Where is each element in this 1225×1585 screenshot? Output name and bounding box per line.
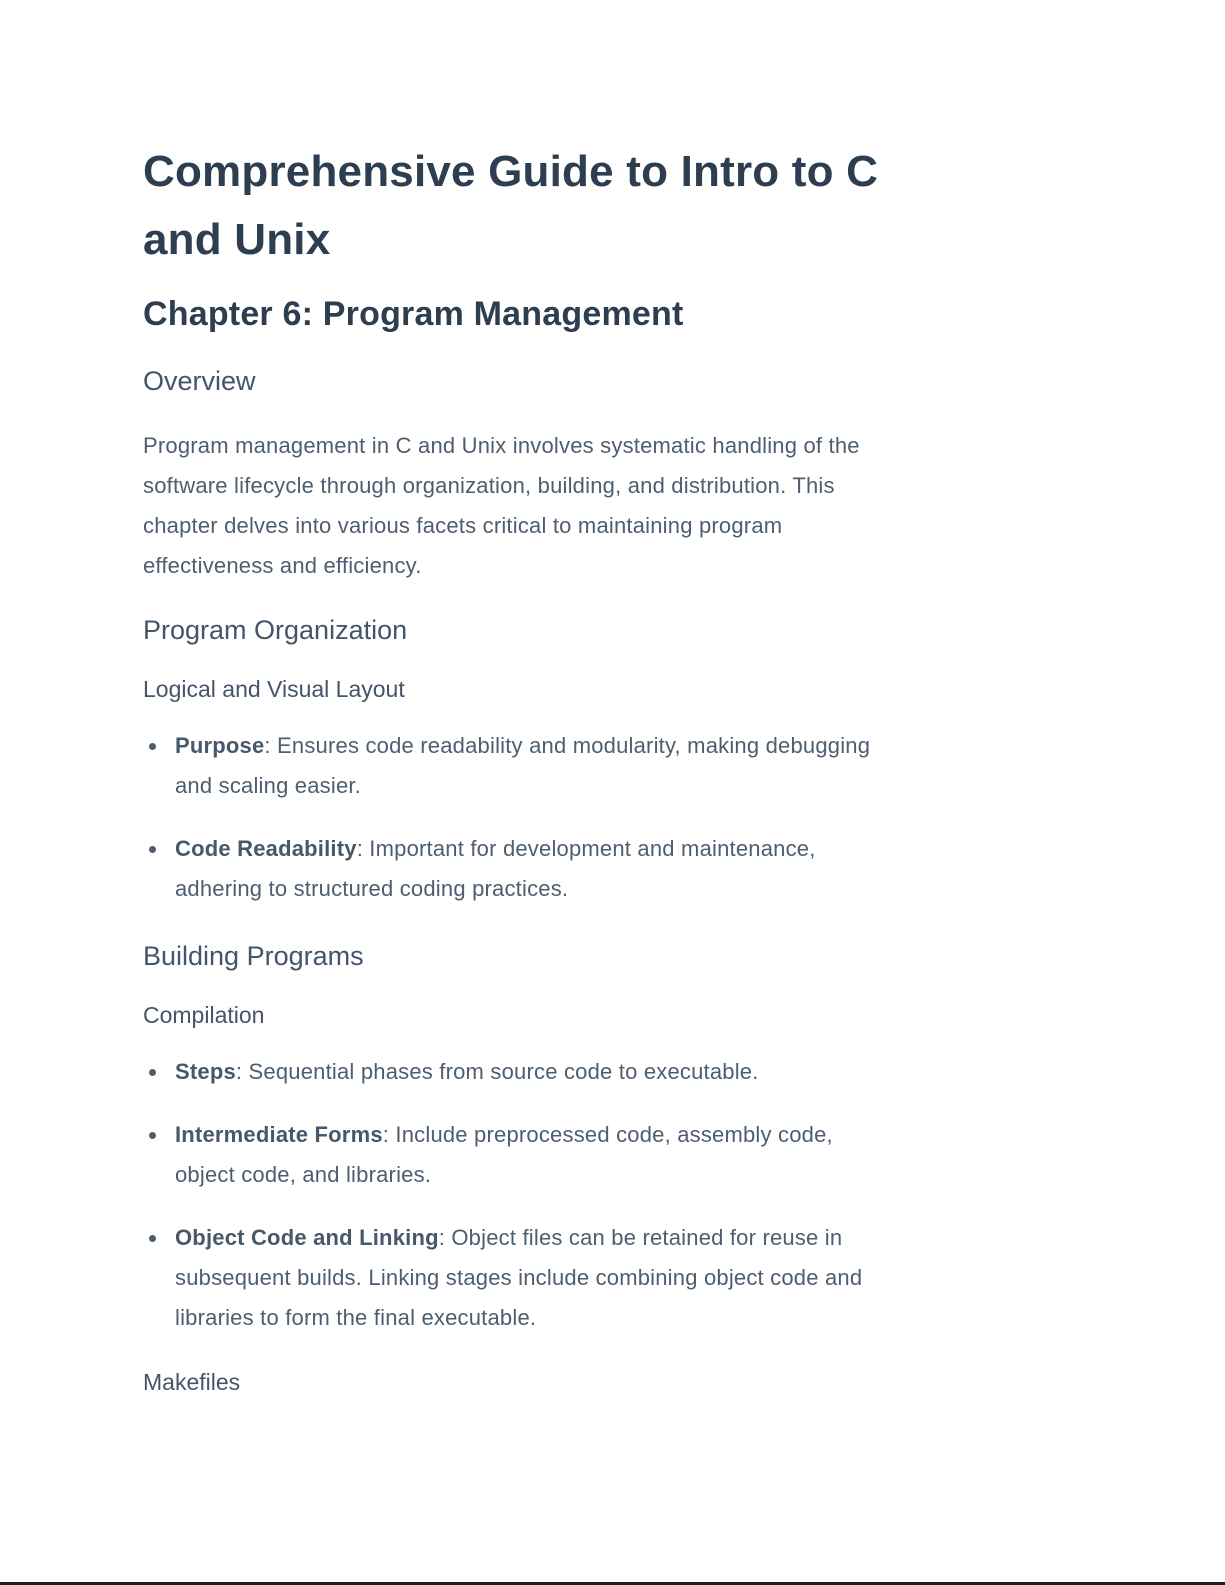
- section-heading-overview: Overview: [143, 366, 256, 397]
- list-item-text: [175, 726, 895, 806]
- bullet-icon: [149, 1069, 156, 1076]
- term-label: Intermediate Forms: [175, 1122, 383, 1148]
- page-title: Comprehensive Guide to Intro to C and Unix: [143, 147, 879, 265]
- list-item: [143, 726, 895, 806]
- list-item-text: [175, 1218, 895, 1338]
- bullet-icon: [149, 743, 156, 750]
- term-description: : Include preprocessed code, assembly code, object code, and libraries.: [175, 1122, 833, 1188]
- term-description: : Ensures code readability and modularity, making debugging and scaling easier.: [175, 733, 871, 799]
- list-item-text: [175, 829, 895, 909]
- building-programs-list: [143, 1052, 895, 1338]
- bullet-icon: [149, 846, 156, 853]
- list-item: [143, 1052, 895, 1092]
- chapter-heading: Chapter 6: Program Management: [143, 295, 684, 334]
- bullet-icon: [149, 1235, 156, 1242]
- list-item: [143, 829, 895, 909]
- term-description: : Sequential phases from source code to executable.: [235, 1059, 759, 1085]
- overview-paragraph: Program management in C and Unix involves systematic handling of the software lifecycle through organization, building, and distribution. This chapter delves into various facets critical to maintaining program effectiveness and efficiency.: [143, 433, 860, 579]
- subheading-makefiles: Makefiles: [143, 1369, 241, 1396]
- subheading-compilation: Compilation: [143, 1002, 265, 1029]
- term-label: Purpose: [175, 733, 265, 759]
- list-item-text: [175, 1052, 759, 1092]
- term-label: Steps: [175, 1059, 236, 1085]
- term-label: Object Code and Linking: [175, 1225, 439, 1251]
- program-organization-list: [143, 726, 895, 909]
- term-description: : Object files can be retained for reuse in subsequent builds. Linking stages include combining object code and libraries to form the final executable.: [175, 1225, 863, 1331]
- bullet-icon: [149, 1132, 156, 1139]
- subheading-logical-and-visual-layout: Logical and Visual Layout: [143, 676, 405, 703]
- list-item-text: [175, 1115, 895, 1195]
- term-description: : Important for development and maintenance, adhering to structured coding practices.: [175, 836, 816, 902]
- list-item: [143, 1218, 895, 1338]
- section-heading-program-organization: Program Organization: [143, 615, 408, 646]
- list-item: [143, 1115, 895, 1195]
- section-heading-building-programs: Building Programs: [143, 941, 364, 972]
- term-label: Code Readability: [175, 836, 357, 862]
